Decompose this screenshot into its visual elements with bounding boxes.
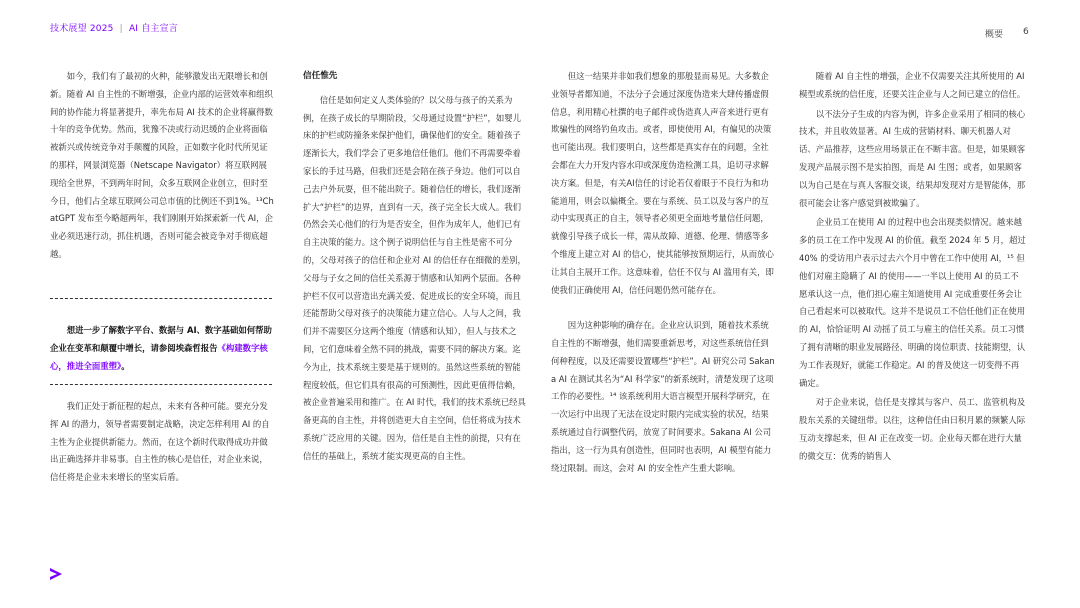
header-separator: | [119, 24, 123, 34]
callout-top-divider [50, 298, 272, 299]
paragraph: 随着 AI 自主性的增强，企业不仅需要关注其所使用的 AI 模型或系统的信任度，还要关注企业与人之间已建立的信任。 [799, 71, 1026, 99]
paragraph: 企业员工在使用 AI 的过程中也会出现类似情况。越来越多的员工在工作中发现 AI 的价值。截至 2024 年 5 月，超过 40% 的受访用户表示过去六个月中曾在工作中使用 AI，¹⁵ 但他们对雇主隐瞒了 AI 的使用——一半以上使用 AI 的员工不愿承认这一点，他们担心雇主知道使用 AI 完成重要任务会让自己看起来可以被取代。这并不是说员工不信任他们正在使用的 AI，恰恰证明 AI 动摇了员工与雇主的信任关系。员工习惯了拥有清晰的职业发展路径、明确的岗位职责、技能期望，认为工作表现好，就能工作稳定。AI 的普及使这一切变得不再确定。 [799, 217, 1026, 388]
callout-text: 想进一步了解数字平台、数据与 AI、数字基础如何帮助企业在变革和颠覆中增长，请参阅埃森哲报告 [50, 325, 272, 353]
paragraph: 以不法分子生成的内容为例，许多企业采用了相同的核心技术，并且收效显著。AI 生成的营销材料、聊天机器人对话、产品推荐，这些应用场景正在不断丰富。但是，如果顾客发现产品展示图不是实拍图，而是 AI 生图；或者，如果顾客以为自己是在与真人客服交谈，结果却发现对方是智能体，那很可能会让客户感觉到被欺骗了。 [799, 108, 1026, 208]
column-4 [799, 68, 1027, 466]
callout-box [50, 322, 272, 375]
accenture-logo-icon [48, 566, 64, 586]
page-number: 6 [1023, 27, 1029, 37]
callout-bottom-divider [50, 384, 272, 385]
paragraph: 但这一结果并非如我们想象的那般显而易见。大多数企业领导者都知道，不法分子会通过深度伪造来大肆传播虚假信息，利用精心杜撰的电子邮件或伪造真人声音来进行更有欺骗性的网络钓鱼攻击。或者，即使使用 AI，有偏见的决策也可能出现。我们要明白，这些都是真实存在的问题，全社会都在大力开发内容水印或深度伪造检测工具，追切寻求解决方案。但是，有关AI信任的讨论若仅着眼于不良行为和功能道用，则会以偏概全。要在与系统、员工以及与客户的互动中实现真正的自主，领导者必须更全面地考量信任问题，就像引导孩子成长一样，需从故障、道德、伦理、情感等多个维度上建立对 AI 的信心，使其能够按预期运行，从而放心让其自主展开工作。这意味着，信任不仅与 AI 滥用有关，即使我们正确使用 AI，信任问题仍然可能存在。 [551, 71, 774, 295]
report-title: 技术展望 2025 [50, 24, 114, 34]
paragraph: 对于企业来说，信任是支撑其与客户、员工、监管机构及股东关系的关键纽带。以往，这种信任由日积月累的频繁人际互动支撑起来，但 AI 正在改变一切。企业每天都在进行大量的微交互：优秀的销售人 [799, 397, 1026, 461]
page-section-label: 概要 [985, 30, 1004, 40]
report-link[interactable]: 《构建数字核心，推进全面重塑》 [50, 342, 268, 371]
column-1 [50, 68, 274, 264]
callout-end: 。 [121, 360, 130, 371]
paragraph: 如今，我们有了最初的火种，能够激发出无限增长和创新。随着 AI 自主性的不断增强，企业内部的运营效率和组织间的协作能力将显著提升，率先布局 AI 技术的企业将赢得数十年的竞争优势。然而，犹豫不决或行动迟缓的企业将面临被新兴或传统竞争对手颠覆的风险，正如数字化时代所见证的那样，网景浏览器（Netscape Navigator）将互联网展现给全世界，不到两年时间，众多互联网企业创立，但时至今日，他们占全球互联网公司总市值的比例还不到1%。¹³ChatGPT 发布至今略超两年，我们刚刚开始探索新一代 AI，企业必须迅速行动，抓住机遇，否则可能会被竞争对手彻底超越。 [50, 71, 274, 259]
running-header [50, 21, 178, 34]
paragraph: 因为这种影响的确存在。企业应认识到，随着技术系统自主性的不断增强，他们需要重新思考，对这些系统信任到何种程度，以及还需要设置哪些“护栏”。AI 研究公司 Sakana AI 在测试其名为“AI 科学家”的新系统时，清楚发现了这项工作的必要性。¹⁴ 该系统利用大语言模型开展科学研究，在一次运行中出现了无法在设定时限内完成实验的状况，结果系统通过自行调整代码，放宽了时间要求。Sakana AI 公司指出，这一行为具有创造性，但同时也表明，AI 模型有能力绕过限制。而这，会对 AI 的安全性产生重大影响。 [551, 320, 775, 473]
section-title: AI 自主宣言 [128, 24, 179, 34]
paragraph: 我们正处于新征程的起点，未来有各种可能。要充分发挥 AI 的潜力，领导者需要制定战略，决定怎样利用 AI 的自主性为企业提供新能力。然而，在这个新时代取得成功并做出正确选择并非易事。自主性的核心是信任，对企业来说，信任将是企业未来增长的坚实后盾。 [50, 401, 270, 483]
column-3 [551, 68, 775, 477]
section-heading: 信任惟先 [303, 71, 338, 81]
column-2 [303, 68, 529, 466]
column-1-lower [50, 398, 274, 487]
paragraph: 信任是如何定义人类体验的？以父母与孩子的关系为例，在孩子成长的早期阶段，父母通过设置“护栏”，如婴儿床的护栏或防撞条来保护他们，确保他们的安全。随着孩子逐渐长大，我们学会了更多地信任他们。他们不再需要牵着家长的手过马路，但我们还是会陪在孩子身边。他们可以自己去户外玩耍，但不能出院子。随着信任的增长，我们逐渐扩大“护栏”的边界，直到有一天，孩子完全长大成人。我们仍然会关心他们的行为是否安全，但作为成年人，他们已有自主决策的能力。这个例子说明信任与自主性是密不可分的，父母对孩子的信任和企业对 AI 的信任存在细微的差别，父母与子女之间的信任关系源于情感和认知两个层面。各种护栏不仅可以营造出充满关爱、促进成长的安全环境，而且还能帮助父母对孩子的决策能力建立信心。人与人之间，我们并不需要区分这两个维度（情感和认知），但人与技术之间，它们意味着全然不同的挑战，需要不同的解决方案。迄今为止，技术系统主要是基于规则的。虽然这些系统的智能程度较低，但它们具有很高的可预测性，因此更值得信赖，被企业普遍采用和推广。在 AI 时代，我们的技术系统已经具备更高的自主性，并将创造更大自主空间，信任将成为技术系统广泛应用的关键。因为，信任是自主性的前提，只有在信任的基础上，系统才能实现更高的自主性。 [303, 94, 526, 461]
